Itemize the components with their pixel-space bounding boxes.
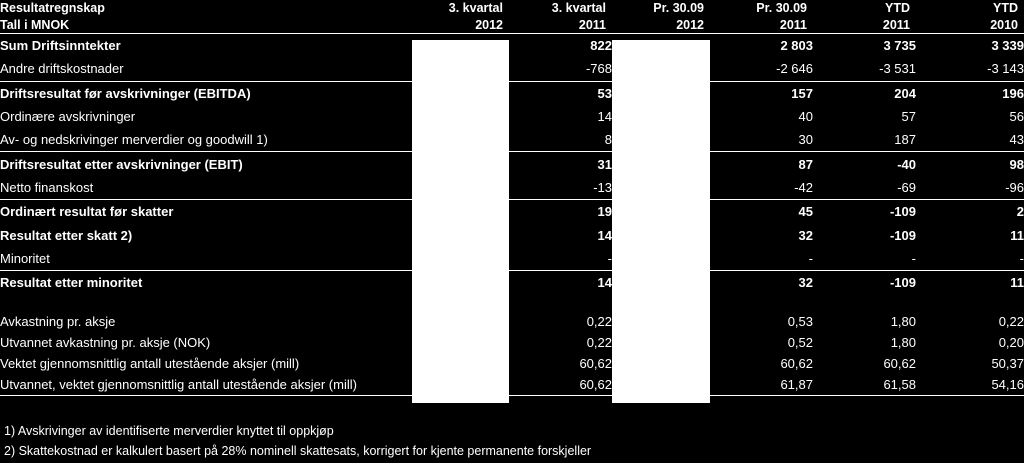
cell-value: -109: [889, 204, 916, 220]
cell-value: 204: [894, 85, 916, 101]
column-year: 2011: [813, 16, 916, 34]
cell-value: [412, 353, 509, 374]
cell-value: 14: [597, 227, 612, 243]
column-header: YTD: [993, 1, 1018, 15]
cell-value: -69: [813, 176, 916, 200]
cell-value: [412, 152, 509, 176]
cell-value: 8: [509, 128, 612, 152]
row-label: Minoritet: [0, 247, 412, 271]
cell-value: 0,20: [998, 335, 1024, 351]
cell-value: -: [710, 247, 813, 271]
cell-value: 14: [597, 275, 612, 291]
cell-value: -: [509, 247, 612, 271]
row-label: Utvannet, vektet gjennomsnittlig antall utestående aksjer (mill): [0, 374, 412, 396]
column-header: Pr. 30.09: [653, 1, 704, 15]
cell-value: 0,53: [787, 314, 813, 330]
column-header: Pr. 30.09: [756, 1, 807, 15]
column-year: 2011: [509, 16, 612, 34]
cell-value: -109: [889, 227, 916, 243]
cell-value: -109: [889, 275, 916, 291]
cell-value: [412, 81, 509, 105]
cell-value: 30: [710, 128, 813, 152]
cell-value: 45: [798, 204, 813, 220]
row-label: Sum Driftsinntekter: [0, 38, 121, 54]
cell-value: [612, 176, 710, 200]
row-label: Driftsresultat før avskrivninger (EBITDA): [0, 85, 251, 101]
row-label: Utvannet avkastning pr. aksje (NOK): [0, 335, 211, 351]
table-row: [0, 57, 1024, 81]
cell-value: -768: [509, 57, 612, 81]
cell-value: 2 803: [780, 38, 813, 54]
row-label: Resultat etter skatt 2): [0, 227, 133, 243]
cell-value: [612, 311, 710, 332]
cell-value: 0,22: [998, 314, 1024, 330]
cell-value: [412, 374, 509, 396]
cell-value: 56: [1009, 109, 1024, 125]
cell-value: [612, 247, 710, 271]
cell-value: [612, 81, 710, 105]
row-label: Av- og nedskrivinger merverdier og goodwill 1): [0, 128, 412, 152]
cell-value: [612, 374, 710, 396]
cell-value: -96: [916, 176, 1024, 200]
row-label: Vektet gjennomsnittlig antall utestående aksjer (mill): [0, 356, 300, 372]
table-row: [0, 81, 1024, 105]
cell-value: [412, 223, 509, 246]
cell-value: -3 143: [916, 57, 1024, 81]
cell-value: 0,22: [586, 314, 612, 330]
key-figure-row: [0, 374, 1024, 396]
cell-value: [412, 270, 509, 294]
cell-value: [612, 270, 710, 294]
cell-value: 822: [590, 38, 612, 54]
cell-value: [412, 332, 509, 353]
header-row-1: [0, 0, 1024, 16]
cell-value: [612, 332, 710, 353]
table-row: [0, 223, 1024, 246]
cell-value: [612, 223, 710, 246]
row-label: Driftsresultat etter avskrivninger (EBIT): [0, 156, 243, 172]
cell-value: 60,62: [579, 356, 612, 372]
column-header: 3. kvartal: [448, 1, 503, 15]
cell-value: -42: [710, 176, 813, 200]
cell-value: 11: [1010, 227, 1024, 243]
cell-value: 32: [798, 275, 813, 291]
cell-value: 19: [597, 204, 612, 220]
cell-value: [612, 57, 710, 81]
row-label: Avkastning pr. aksje: [0, 314, 116, 330]
cell-value: 54,16: [916, 374, 1024, 396]
cell-value: [412, 200, 509, 224]
cell-value: 57: [901, 109, 916, 125]
cell-value: 60,62: [509, 374, 612, 396]
column-year: 2011: [710, 16, 813, 34]
column-year: 2010: [916, 16, 1024, 34]
cell-value: [412, 176, 509, 200]
row-label: Resultat etter minoritet: [0, 275, 143, 291]
cell-value: 87: [798, 156, 813, 172]
footnote: 2) Skattekostnad er kalkulert basert på 28% nominell skattesats, korrigert for kjente permanente forskjeller: [4, 444, 592, 458]
cell-value: 1,80: [890, 335, 916, 351]
cell-value: 31: [597, 156, 612, 172]
units-label: Tall i MNOK: [0, 16, 412, 34]
table-row: [0, 200, 1024, 224]
column-year: 2012: [612, 16, 710, 34]
table-row: [0, 152, 1024, 176]
cell-value: 187: [813, 128, 916, 152]
cell-value: -13: [509, 176, 612, 200]
row-label: Ordinært resultat før skatter: [0, 204, 174, 220]
cell-value: 50,37: [991, 356, 1024, 372]
cell-value: 98: [1009, 156, 1024, 172]
cell-value: 40: [798, 109, 813, 125]
cell-value: [612, 200, 710, 224]
cell-value: [412, 34, 509, 58]
cell-value: [612, 34, 710, 58]
table-row: [0, 247, 1024, 271]
cell-value: 43: [916, 128, 1024, 152]
table-row: [0, 105, 1024, 128]
footnotes: [4, 421, 591, 461]
table-title: Resultatregnskap: [0, 1, 105, 15]
table-row: [0, 270, 1024, 294]
cell-value: [412, 247, 509, 271]
footnote: 1) Avskrivinger av identifiserte merverdier knyttet til oppkjøp: [4, 424, 334, 438]
cell-value: 11: [1010, 275, 1024, 291]
cell-value: [612, 353, 710, 374]
table-row: [0, 34, 1024, 58]
column-header: YTD: [885, 1, 910, 15]
cell-value: 61,87: [710, 374, 813, 396]
cell-value: 0,52: [787, 335, 813, 351]
cell-value: 157: [791, 85, 813, 101]
cell-value: 0,22: [586, 335, 612, 351]
table-row: [0, 176, 1024, 200]
cell-value: 14: [597, 109, 612, 125]
row-label: Netto finanskost: [0, 176, 412, 200]
cell-value: 3 339: [991, 38, 1024, 54]
key-figure-row: [0, 311, 1024, 332]
cell-value: [412, 311, 509, 332]
cell-value: [612, 128, 710, 152]
cell-value: 61,58: [813, 374, 916, 396]
cell-value: 32: [798, 227, 813, 243]
column-header: 3. kvartal: [551, 1, 606, 15]
key-figure-row: [0, 332, 1024, 353]
cell-value: [612, 152, 710, 176]
cell-value: [412, 128, 509, 152]
row-label: Ordinære avskrivninger: [0, 109, 136, 125]
header-row-2: [0, 16, 1024, 34]
cell-value: 1,80: [890, 314, 916, 330]
cell-value: [612, 105, 710, 128]
cell-value: -3 531: [813, 57, 916, 81]
cell-value: -2 646: [710, 57, 813, 81]
cell-value: 3 735: [883, 38, 916, 54]
cell-value: [412, 57, 509, 81]
key-figure-row: [0, 353, 1024, 374]
cell-value: -40: [897, 156, 916, 172]
cell-value: 53: [597, 85, 612, 101]
row-label: Andre driftskostnader: [0, 57, 412, 81]
table-row: [0, 128, 1024, 152]
cell-value: 60,62: [883, 356, 916, 372]
cell-value: -: [813, 247, 916, 271]
cell-value: [412, 105, 509, 128]
cell-value: 196: [1002, 85, 1024, 101]
cell-value: 60,62: [780, 356, 813, 372]
column-year: 2012: [412, 16, 509, 34]
cell-value: -: [916, 247, 1024, 271]
cell-value: 2: [1016, 204, 1024, 220]
